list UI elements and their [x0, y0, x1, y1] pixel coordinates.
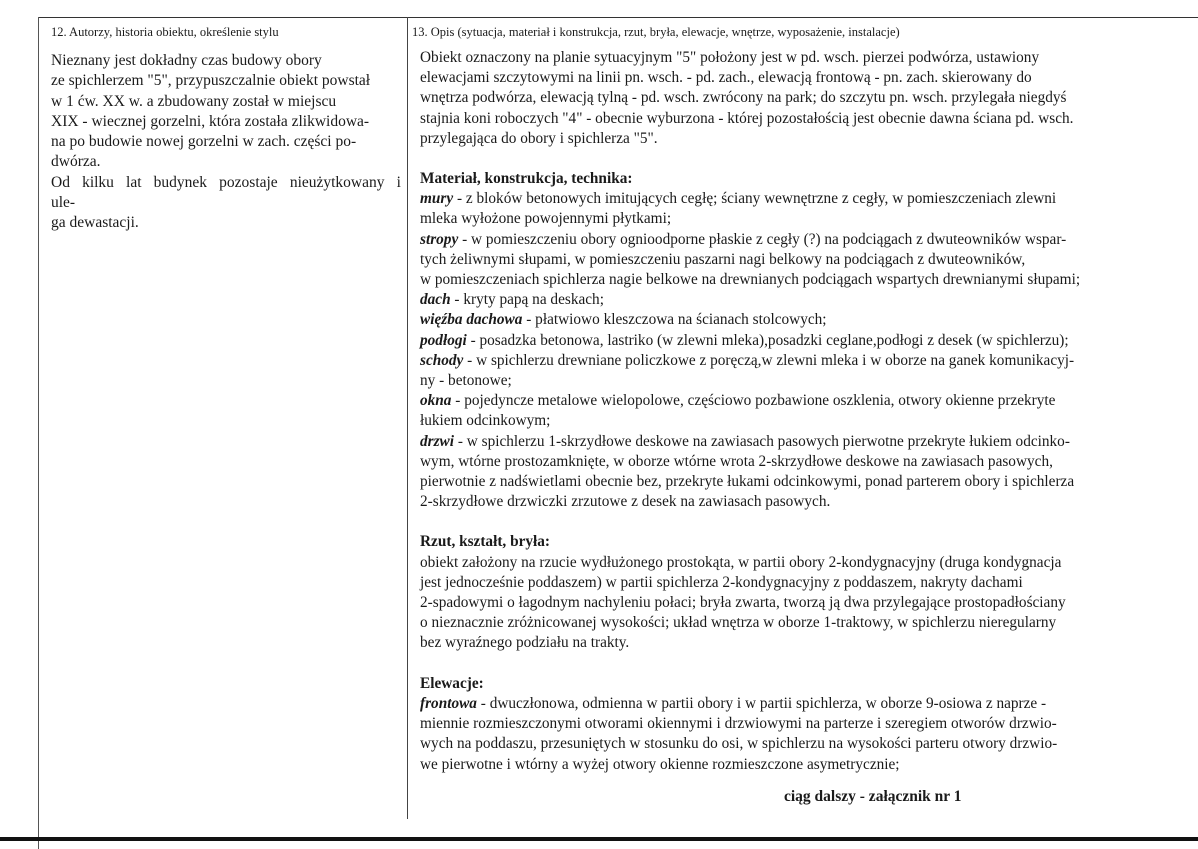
- paragraph-gap: [420, 512, 1172, 532]
- word: i: [396, 173, 401, 191]
- material-item-mury: [420, 189, 1172, 209]
- text-line: wym, wtórne prostozamknięte, w oborze wtórne wrota 2-skrzydłowe deskowe na zawiasach pasowych,: [420, 452, 1053, 470]
- text-line: ze spichlerzem "5", przypuszczalnie obiekt powstał: [51, 72, 371, 90]
- elewacje-heading: Elewacje:: [420, 674, 484, 692]
- definition: - posadzka betonowa, lastriko (w zlewni mleka),posadzki ceglane,podłogi z desek (w spichlerzu);: [466, 331, 1069, 349]
- word: pozostaje: [219, 173, 278, 191]
- text-line: ny - betonowe;: [420, 372, 512, 390]
- text-line: obiekt założony na rzucie wydłużonego prostokąta, w partii obory 2-kondygnacyjny (druga kondygnacja: [420, 553, 1062, 571]
- material-item-wiezba: [420, 310, 1172, 330]
- term: podłogi: [420, 331, 467, 349]
- material-item-drzwi: [420, 432, 1172, 452]
- text-line: miennie rozmieszczonymi otworami okiennymi i drzwiowymi na parterze i szeregiem otworów drzwio-: [420, 715, 1057, 733]
- term: dach: [420, 291, 451, 309]
- section-13-heading: 13. Opis (sytuacja, materiał i konstrukcja, rzut, bryła, elewacje, wnętrze, wyposażenie, instalacje): [412, 25, 900, 39]
- text-line: Obiekt oznaczony na planie sytuacyjnym "5" położony jest w pd. wsch. pierzei podwórza, ustawiony: [420, 49, 1040, 66]
- text-line: o nieznacznie zróżnicowanej wysokości; układ wnętrza w oborze 1-traktowy, w spichlerzu nieregularny: [420, 614, 1057, 632]
- term: mury: [420, 190, 454, 208]
- definition: - w pomieszczeniu obory ognioodporne płaskie z cegły (?) na podciągach z dwuteowników wspar-: [458, 230, 1067, 248]
- definition: - z bloków betonowych imitujących cegłę; ściany wewnętrzne z cegły, w pomieszczeniach zlewni: [453, 190, 1057, 208]
- section-13: [412, 24, 1172, 775]
- text-line: 2-skrzydłowe drzwiczki zrzutowe z desek na zawiasach pasowych.: [420, 493, 831, 511]
- term: drzwi: [420, 432, 455, 450]
- text-line: 2-spadowymi o łagodnym nachyleniu połaci; bryła zwarta, tworzą ją dwa przylegające prostopadłościany: [420, 594, 1066, 612]
- term: schody: [420, 351, 464, 369]
- text-line: wych na poddaszu, przesuniętych w stosunku do osi, w spichlerzu na wysokości parteru otwory drzwio-: [420, 735, 1058, 753]
- text-line: łukiem odcinkowym;: [420, 412, 551, 430]
- definition: - w spichlerzu drewniane policzkowe z poręczą,w zlewni mleka i w oborze na ganek komunikacyj-: [463, 351, 1075, 369]
- text-line: elewacjami szczytowymi na linii pn. wsch. - pd. zach., elewacją frontową - pn. zach. skierowany do: [420, 69, 1032, 87]
- material-heading: Materiał, konstrukcja, technika:: [420, 170, 633, 188]
- frame-left-border: [38, 17, 39, 849]
- text-line: ule-: [51, 194, 76, 212]
- text-line: pierwotnie z nadświetlami obecnie bez, przekryte łukami odcinkowymi, ponad parterem obory i spichlerza: [420, 473, 1075, 491]
- frame-bottom-edge: [0, 837, 1198, 841]
- text-line: bez wyraźnego podziału na trakty.: [420, 634, 630, 652]
- text-line: w 1 ćw. XX w. a zbudowany został w miejscu: [51, 92, 337, 110]
- justified-text-line: [51, 173, 401, 193]
- word: Od: [51, 173, 70, 191]
- text-line: jest jednocześnie poddaszem) w partii spichlerza 2-kondygnacyjny z poddaszem, nakryty dachami: [420, 573, 1023, 591]
- word: lat: [126, 173, 142, 191]
- material-item-stropy: [420, 230, 1172, 250]
- text-line: tych żeliwnymi słupami, w pomieszczeniu paszarni nagi belkowy na podciągach z dwuteowników,: [420, 250, 1026, 268]
- text-line: dwórza.: [51, 153, 101, 171]
- text-line: przylegająca do obory i spichlerza "5".: [420, 129, 658, 147]
- section-13-body: [412, 48, 1172, 775]
- term: stropy: [420, 230, 459, 248]
- word: kilku: [82, 173, 114, 191]
- definition: - płatwiowo kleszczowa na ścianach stolcowych;: [522, 311, 827, 329]
- material-item-okna: [420, 391, 1172, 411]
- text-line: w pomieszczeniach spichlerza nagie belkowe na drewnianych podciągach wspartych drewnianymi słupami;: [420, 271, 1081, 289]
- text-line: na po budowie nowej gorzelni w zach. części po-: [51, 133, 357, 151]
- text-line: ga dewastacji.: [51, 214, 139, 232]
- material-item-schody: [420, 351, 1172, 371]
- section-12-heading: 12. Autorzy, historia obiektu, określenie stylu: [51, 25, 279, 39]
- material-item-podlogi: [420, 331, 1172, 351]
- elewacja-frontowa: [420, 694, 1172, 714]
- text-line: wnętrza podwórza, elewacją tylną - pd. wsch. zwrócony na park; do szczytu pn. wsch. przylegała niegdyś: [420, 89, 1067, 107]
- rzut-heading: Rzut, kształt, bryła:: [420, 533, 551, 551]
- definition: - kryty papą na deskach;: [450, 291, 604, 309]
- term: frontowa: [420, 694, 477, 712]
- definition: - pojedyncze metalowe wielopolowe, częściowo pozbawione oszklenia, otwory okienne przekryte: [451, 392, 1056, 410]
- text-line: XIX - wiecznej gorzelni, która została zlikwidowa-: [51, 112, 370, 130]
- paragraph-gap: [420, 654, 1172, 674]
- definition: - w spichlerzu 1-skrzydłowe deskowe na zawiasach pasowych pierwotne przekryte łukiem odcinko-: [454, 432, 1070, 450]
- text-line: we pierwotne i wtórny a wyżej otwory okienne rozmieszczone asymetrycznie;: [420, 755, 900, 773]
- definition: - dwuczłonowa, odmienna w partii obory i w partii spichlerza, w oborze 9-osiowa z naprze -: [476, 694, 1047, 712]
- text-line: mleka wyłożone powojennymi płytkami;: [420, 210, 672, 228]
- text-line: stajnia koni roboczych "4" - obecnie wyburzona - której pozostałością jest obecnie dawna ściana pd. wsch.: [420, 109, 1074, 127]
- word: budynek: [153, 173, 208, 191]
- section-12: [51, 24, 401, 234]
- column-divider: [407, 17, 408, 819]
- frame-top-border: [38, 17, 1198, 18]
- text-line: Nieznany jest dokładny czas budowy obory: [51, 52, 322, 69]
- term: więźba dachowa: [420, 311, 523, 329]
- continuation-note: ciąg dalszy - załącznik nr 1: [784, 788, 962, 805]
- term: okna: [420, 392, 452, 410]
- paragraph-gap: [420, 149, 1172, 169]
- word: nieużytkowany: [289, 173, 385, 191]
- material-item-dach: [420, 290, 1172, 310]
